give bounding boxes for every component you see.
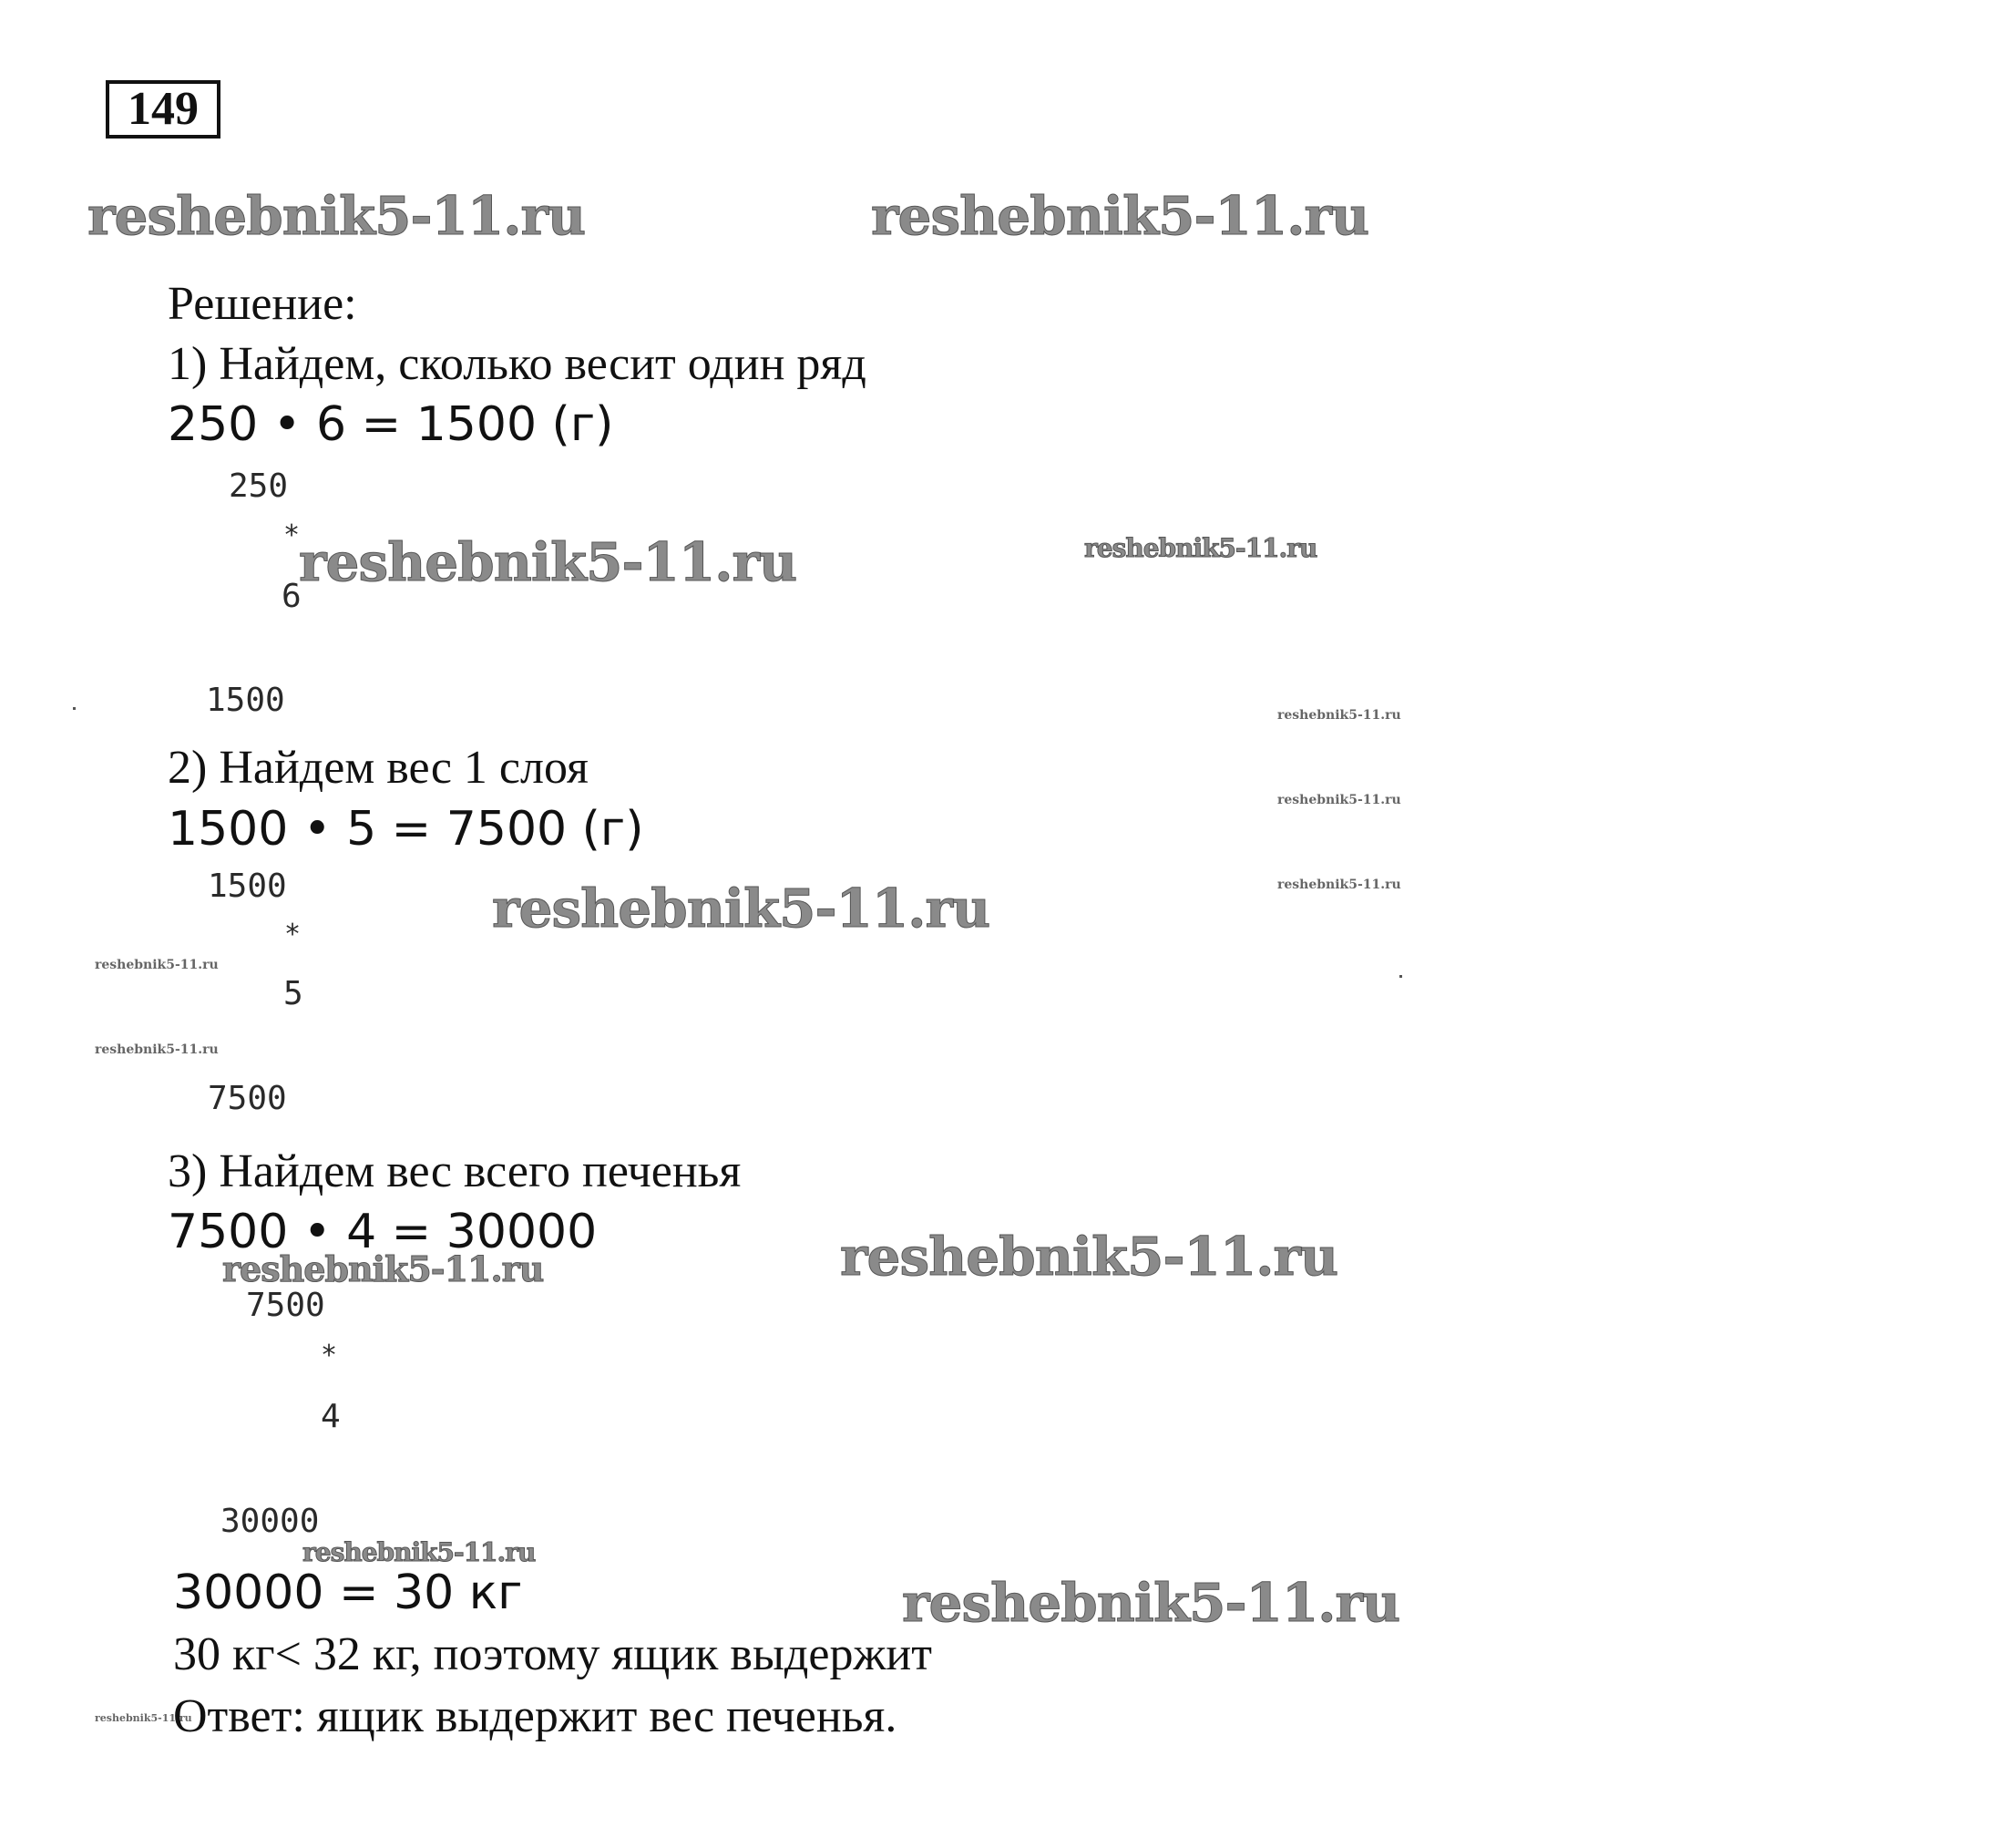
column-1-top: 250 [229, 467, 289, 505]
conversion-line: 30000 = 30 кг [173, 1566, 523, 1620]
answer-line: Ответ: ящик выдержит вес печенья. [173, 1690, 897, 1742]
problem-number: 149 [106, 80, 220, 139]
watermark: reshebnik5-11.ru [299, 531, 797, 593]
column-3-bottom: 4 [321, 1398, 341, 1435]
watermark: reshebnik5-11.ru [95, 958, 219, 972]
watermark: reshebnik5-11.ru [95, 1042, 219, 1057]
step-2-equation: 1500 • 5 = 7500 (г) [168, 802, 644, 857]
column-2-sign: * [284, 919, 302, 950]
speck [1399, 975, 1402, 978]
comparison-line: 30 кг< 32 кг, поэтому ящик выдержит [173, 1628, 932, 1680]
step-3-equation: 7500 • 4 = 30000 [168, 1205, 598, 1259]
watermark: reshebnik5-11.ru [222, 1248, 544, 1289]
watermark: reshebnik5-11.ru [1277, 878, 1401, 892]
column-2-top: 1500 [208, 868, 287, 905]
watermark: reshebnik5-11.ru [902, 1572, 1400, 1634]
column-1-result: 1500 [206, 682, 285, 719]
column-3-sign: * [321, 1340, 338, 1371]
watermark: reshebnik5-11.ru [840, 1226, 1338, 1288]
column-1-bottom: 6 [282, 578, 302, 615]
step-3-title: 3) Найдем вес всего печенья [168, 1145, 742, 1197]
column-1-sign: * [283, 519, 301, 551]
watermark: reshebnik5-11.ru [1277, 793, 1401, 807]
watermark: reshebnik5-11.ru [95, 1712, 192, 1724]
step-2-title: 2) Найдем вес 1 слоя [168, 742, 589, 794]
step-1-title: 1) Найдем, сколько весит один ряд [168, 338, 866, 390]
solution-heading: Решение: [168, 278, 357, 330]
column-3-result: 30000 [220, 1503, 320, 1540]
watermark: reshebnik5-11.ru [492, 878, 990, 939]
column-2-bottom: 5 [283, 975, 303, 1012]
watermark: reshebnik5-11.ru [1084, 533, 1317, 563]
column-3-top: 7500 [246, 1287, 325, 1324]
step-1-equation: 250 • 6 = 1500 (г) [168, 397, 614, 452]
watermark: reshebnik5-11.ru [871, 185, 1369, 247]
watermark: reshebnik5-11.ru [302, 1537, 536, 1567]
watermark: reshebnik5-11.ru [87, 185, 586, 247]
column-2-result: 7500 [208, 1080, 287, 1117]
watermark: reshebnik5-11.ru [1277, 708, 1401, 723]
speck [73, 707, 76, 710]
